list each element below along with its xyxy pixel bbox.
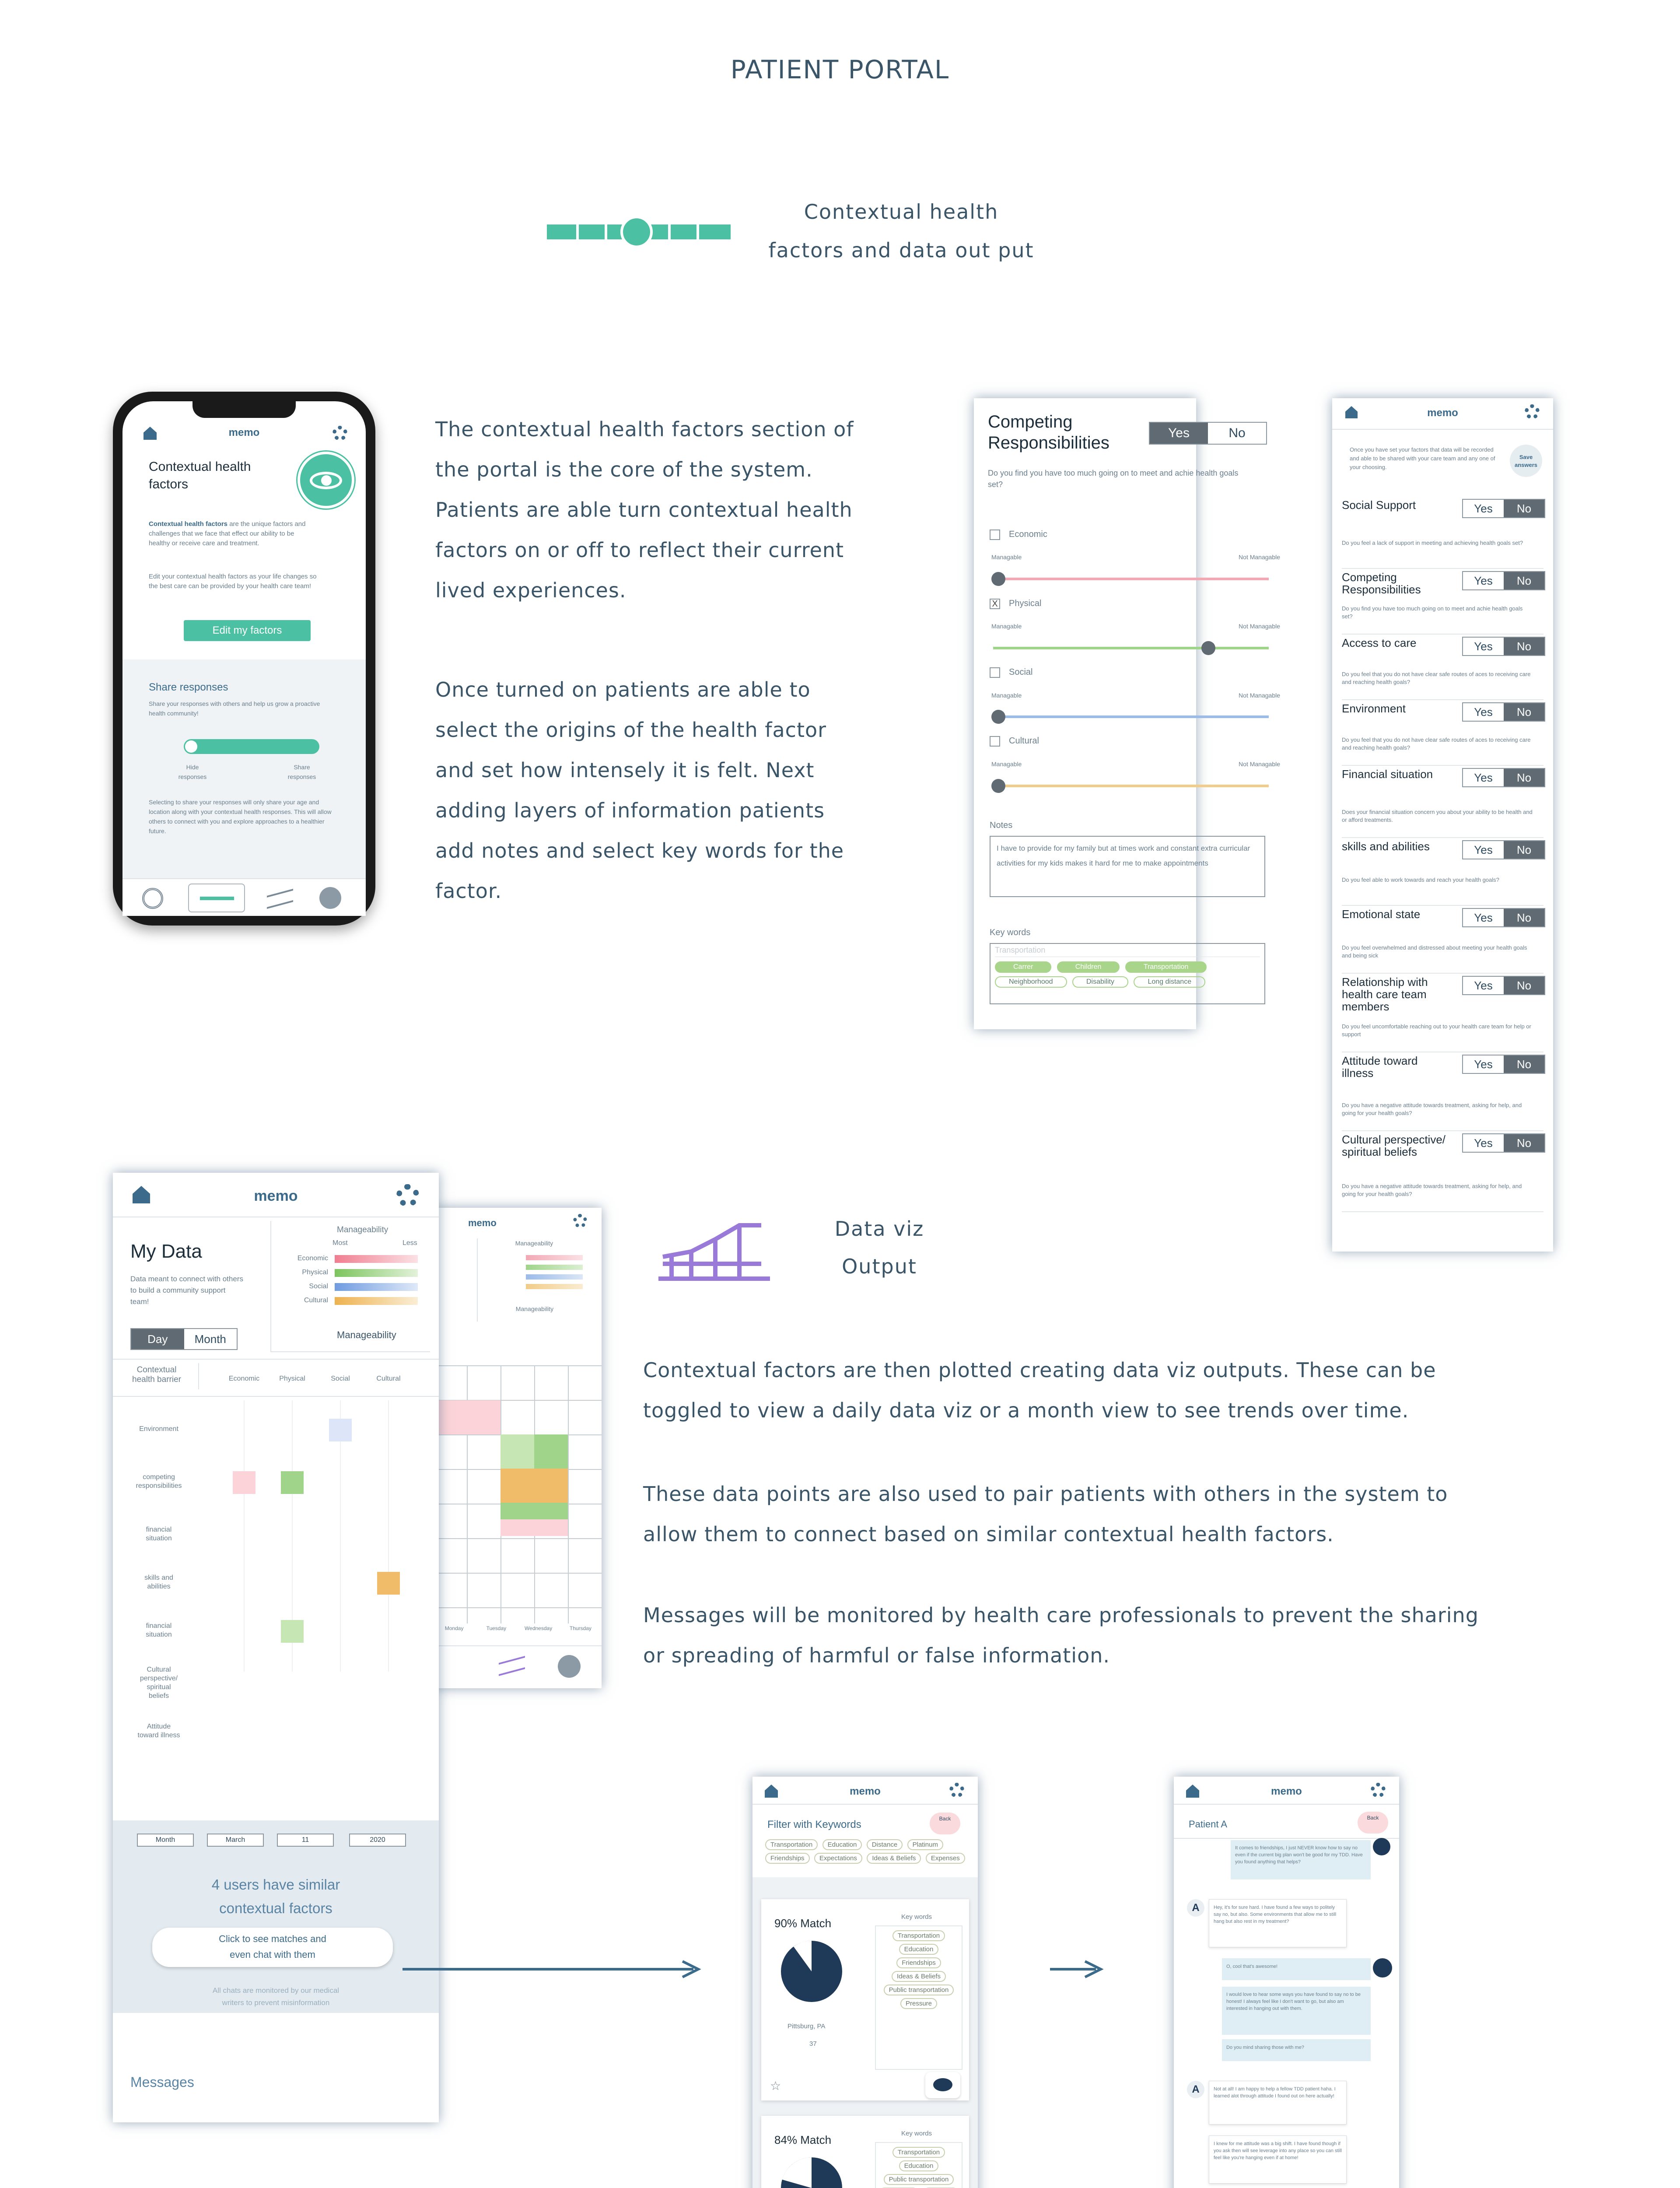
card-keyword: Ideas & Beliefs: [892, 1971, 946, 1982]
gear-icon[interactable]: [949, 1783, 964, 1798]
yes-no-toggle[interactable]: [1462, 768, 1545, 787]
match-location: Pittsburg, PA: [788, 2023, 826, 2030]
similar-line: 4 users have similar: [211, 1876, 340, 1893]
keyword-chip[interactable]: Children: [1057, 961, 1120, 973]
monitor-line: writers to prevent misinformation: [222, 1999, 330, 2007]
keyword-chip[interactable]: Neighborhood: [995, 976, 1067, 988]
caption-contextual: [744, 193, 1059, 270]
no-option[interactable]: No: [1504, 500, 1544, 517]
no-option[interactable]: No: [1228, 426, 1246, 440]
day-label: Thursday: [569, 1625, 592, 1631]
legend-row-label: Cultural: [304, 1297, 328, 1304]
yes-option[interactable]: Yes: [1474, 574, 1493, 587]
calendar-grid: [433, 1365, 602, 1623]
page-title: PATIENT PORTAL: [730, 55, 950, 84]
message-sent: Do you mind sharing those with me?: [1222, 2039, 1371, 2061]
factor-row: [1342, 702, 1544, 766]
app-logo: memo: [850, 1785, 881, 1797]
button-line: Click to see matches and: [219, 1933, 326, 1944]
economic-slider-track[interactable]: [993, 578, 1269, 580]
hide-label: Hide responses: [178, 764, 207, 780]
row-label: financial situation: [146, 1622, 172, 1638]
heatmap-cell: [377, 1572, 400, 1595]
filter-tag[interactable]: Expectations: [814, 1853, 862, 1864]
day-label: Monday: [444, 1625, 464, 1631]
legend-footer: Manageability: [337, 1329, 396, 1340]
yes-option[interactable]: Yes: [1474, 843, 1493, 856]
no-option[interactable]: No: [1504, 977, 1544, 994]
period-select[interactable]: Month: [137, 1834, 194, 1847]
section1-paragraph1: [435, 409, 917, 610]
manageable-label: Managable: [991, 761, 1022, 768]
heatmap-cell: [329, 1419, 352, 1441]
not-manageable-label: Not Managable: [1239, 623, 1280, 630]
mydata-screen: [113, 1173, 439, 2122]
section1-paragraph2: [435, 670, 917, 911]
filter-tag[interactable]: Platinum: [907, 1839, 943, 1850]
caption-dataviz: [788, 1210, 971, 1285]
para-line: select the origins of the health factor: [435, 718, 827, 742]
yes-no-toggle[interactable]: [1462, 499, 1545, 518]
card-keyword: Pressure: [900, 1998, 937, 2009]
factor-row: [1342, 571, 1544, 635]
factor-title: Access to care: [1342, 636, 1417, 649]
yes-no-toggle[interactable]: [1462, 571, 1545, 590]
day-select[interactable]: 11: [277, 1834, 334, 1847]
competing-question: Do you find you have too much going on to meet and achie health goals set?: [988, 469, 1239, 489]
similar-users-text: [113, 1873, 439, 1920]
not-manageable-label: Not Managable: [1239, 554, 1280, 561]
phone-notch: [192, 401, 296, 418]
factor-checkbox[interactable]: [990, 667, 1000, 678]
yes-option[interactable]: Yes: [1474, 640, 1493, 653]
factor-label: Cultural: [1009, 736, 1039, 746]
row-label: competing responsibilities: [136, 1473, 182, 1490]
match-pie-chart: [779, 1939, 844, 2004]
competing-screen: [974, 398, 1280, 1029]
keywords-title: Key words: [901, 2130, 932, 2137]
day-labels: [433, 1623, 602, 1633]
filter-tag[interactable]: Transportation: [765, 1839, 818, 1850]
social-slider-knob[interactable]: [991, 710, 1005, 724]
factor-label: Social: [1009, 667, 1033, 677]
year-select[interactable]: 2020: [349, 1834, 406, 1847]
slider-icon: [547, 217, 735, 247]
keyword-chip[interactable]: Transportation: [1125, 961, 1207, 973]
competing-title-line: Competing: [988, 412, 1073, 431]
match-percent: 90% Match: [774, 1917, 832, 1930]
filter-title: Filter with Keywords: [767, 1819, 861, 1830]
profile-icon[interactable]: [319, 887, 341, 909]
factor-title: Cultural perspective/ spiritual beliefs: [1342, 1133, 1446, 1158]
manageable-label: Managable: [991, 623, 1022, 630]
competing-title-line: Responsibilities: [988, 433, 1110, 452]
match-card[interactable]: [761, 1899, 969, 2100]
chat-patient-name: Patient A: [1189, 1819, 1228, 1830]
chat-bubble-icon[interactable]: [925, 2072, 960, 2098]
messages-link[interactable]: Messages: [130, 2074, 194, 2090]
header-divider: [1332, 429, 1553, 430]
para-line: allow them to connect based on similar contextual health factors.: [643, 1522, 1334, 1546]
filter-tag[interactable]: Expenses: [926, 1853, 965, 1864]
no-option[interactable]: No: [1504, 909, 1544, 926]
notes-field[interactable]: I have to provide for my family but at times work and constant extra curricular activities for my kids makes it hard for me to make appointments: [990, 836, 1265, 897]
message-received: I knew for me attitude was a big shift. I have found though if you ask then will see leverage into any place so you can still feel like you're hanging even if at home!: [1209, 2135, 1347, 2184]
share-title: Share responses: [149, 681, 228, 693]
para-line: adding layers of information patients: [435, 799, 825, 822]
yes-no-toggle[interactable]: [1462, 702, 1545, 722]
section2-paragraph2: [643, 1474, 1649, 1554]
yes-option[interactable]: Yes: [1474, 771, 1493, 784]
own-avatar: [1373, 1838, 1390, 1855]
cultural-slider-knob[interactable]: [991, 779, 1005, 793]
factor-row: [1342, 840, 1544, 906]
legend-most: Most: [332, 1239, 348, 1247]
card-keyword: Public transportation: [884, 1985, 954, 1995]
axis-title: Contextual health barrier: [132, 1365, 181, 1384]
factors-list-screen: [1332, 398, 1553, 1252]
slider-tab-icon[interactable]: [188, 884, 245, 912]
card-keyword: Public transportation: [884, 2174, 954, 2185]
no-option[interactable]: No: [1504, 841, 1544, 859]
share-desc: Share your responses with others and help us grow a proactive health community!: [149, 700, 320, 717]
monitor-note: [113, 1985, 439, 2009]
column-label: Social: [331, 1375, 350, 1382]
message-sent: O, cool that's awesome!: [1222, 1958, 1371, 1980]
social-slider-track[interactable]: [993, 715, 1269, 718]
no-option[interactable]: No: [1504, 1134, 1544, 1152]
phone-title-line: factors: [149, 477, 189, 491]
phone-frame: [113, 392, 375, 926]
row-label: skills and abilities: [144, 1574, 173, 1590]
phone-desc2: Edit your contextual health factors as your life changes so the best care can be provided by your health care team!: [149, 573, 317, 590]
legend-title: Manageability: [337, 1225, 388, 1234]
factor-title: Social Support: [1342, 498, 1416, 512]
yes-no-toggle[interactable]: [1462, 1055, 1545, 1074]
factor-desc: Do you feel uncomfortable reaching out to your health care team for help or support: [1342, 1023, 1531, 1038]
card-keyword: Transportation: [892, 2147, 945, 2158]
para-line: Contextual factors are then plotted creating data viz outputs. These can be: [643, 1358, 1436, 1382]
heatmap-cell: [233, 1471, 256, 1494]
factor-checkbox[interactable]: X: [990, 599, 1000, 609]
factor-row: [1342, 976, 1544, 1052]
phone-title: [149, 458, 251, 493]
share-toggle[interactable]: [184, 739, 319, 754]
yes-option[interactable]: Yes: [1474, 1136, 1493, 1150]
para-line: toggled to view a daily data viz or a month view to see trends over time.: [643, 1399, 1409, 1422]
save-answers-button[interactable]: Save answers: [1510, 445, 1542, 477]
back-button[interactable]: Back: [1358, 1812, 1388, 1834]
para-line: These data points are also used to pair patients with others in the system to: [643, 1482, 1448, 1506]
factor-desc: Do you have a negative attitude towards treatment, asking for help, and going for your health goals?: [1342, 1183, 1522, 1197]
heatmap-cell: [281, 1471, 304, 1494]
column-label: Cultural: [376, 1375, 401, 1382]
dataviz-tab-icon[interactable]: [499, 1656, 525, 1676]
yes-no-toggle[interactable]: [1462, 908, 1545, 927]
date-selector-bar: [113, 1820, 439, 1855]
back-button[interactable]: Back: [930, 1813, 960, 1834]
button-line: even chat with them: [230, 1949, 315, 1960]
phone-footer: Selecting to share your responses will only share your age and location along with your contextual health responses. This will allow others to connect with you and explore approaches to a healthier future.: [149, 799, 332, 835]
no-option[interactable]: No: [1504, 769, 1544, 786]
para-line: the portal is the core of the system.: [435, 458, 813, 481]
para-line: factors on or off to reflect their current: [435, 538, 844, 562]
mydata-title: My Data: [130, 1241, 202, 1262]
legend-row-label: Social: [309, 1283, 328, 1290]
day-option[interactable]: Day: [131, 1329, 184, 1349]
column-label: Physical: [279, 1375, 305, 1382]
manageable-label: Managable: [991, 692, 1022, 699]
chat-header-divider: [1174, 1838, 1399, 1839]
legend-row-label: Economic: [297, 1255, 328, 1262]
app-logo: memo: [228, 427, 260, 438]
legend-footer: Manageability: [515, 1305, 554, 1312]
para-line: or spreading of harmful or false information.: [643, 1644, 1110, 1667]
yes-option[interactable]: Yes: [1150, 423, 1208, 444]
factor-desc: Do you feel that you do not have clear safe routes of aces to receiving care and reaching health goals?: [1342, 736, 1531, 751]
factor-row: [1342, 1055, 1544, 1131]
card-keyword: Transportation: [892, 1930, 945, 1941]
message-received: Not at all! I am happy to help a fellow TDD patient haha. I learned alot through attitude I found out on here actually!: [1209, 2081, 1347, 2125]
factor-desc: Do you have a negative attitude towards treatment, asking for help, and going for your health goals?: [1342, 1102, 1522, 1116]
no-option[interactable]: No: [1504, 1055, 1544, 1073]
month-option[interactable]: Month: [194, 1332, 226, 1346]
contact-avatar: A: [1187, 2081, 1204, 2098]
factor-desc: Do you feel overwhelmed and distressed about meeting your health goals and being sick: [1342, 944, 1527, 959]
para-line: factor.: [435, 879, 502, 903]
row-label: Attitude toward illness: [137, 1723, 180, 1739]
factor-desc: Do you feel a lack of support in meeting and achieving health goals set?: [1342, 540, 1523, 546]
chat-screen: [1174, 1777, 1399, 2188]
edit-factors-button[interactable]: Edit my factors: [184, 620, 311, 641]
day-month-toggle[interactable]: [130, 1328, 238, 1350]
yes-no-toggle[interactable]: [1462, 637, 1545, 656]
keyword-chip[interactable]: Carrer: [995, 961, 1051, 973]
filter-tag[interactable]: Friendships: [765, 1853, 810, 1864]
match-percent: 84% Match: [774, 2133, 832, 2146]
message-received: Hey, it's for sure hard. I have found a few ways to politely say no, but also. Some environments that allow me to still hang but also rest in my treatment?: [1209, 1899, 1347, 1947]
no-option[interactable]: No: [1504, 703, 1544, 721]
arrow-right-icon: [1050, 1960, 1102, 1978]
own-avatar: [1373, 1958, 1392, 1978]
legend-bar-physical: [335, 1269, 418, 1277]
row-label: financial situation: [146, 1526, 172, 1542]
factor-row: [1342, 768, 1544, 838]
star-icon[interactable]: ☆: [770, 2079, 781, 2093]
keywords-title: Key words: [901, 1913, 932, 1921]
keyword-chip[interactable]: Disability: [1072, 976, 1128, 988]
legend-bar-cultural: [335, 1297, 418, 1305]
legend-box: [477, 1238, 591, 1322]
match-pie-chart: [779, 2155, 844, 2188]
see-matches-button[interactable]: [152, 1928, 393, 1967]
header-divider: [1174, 1804, 1399, 1805]
factor-desc: Do you find you have too much going on to meet and achie health goals set?: [1342, 605, 1523, 620]
contact-avatar: A: [1187, 1899, 1204, 1917]
gear-icon[interactable]: [396, 1184, 419, 1207]
caption-line: factors and data out put: [768, 238, 1034, 262]
section2-paragraph3: [643, 1595, 1649, 1676]
keyword-chip[interactable]: Long distance: [1134, 976, 1205, 988]
monitor-line: All chats are monitored by our medical: [212, 1986, 340, 1995]
manageable-label: Managable: [991, 554, 1022, 561]
factor-title: Relationship with health care team members: [1342, 975, 1428, 1013]
mydata-desc: Data meant to connect with others to build a community support team!: [130, 1275, 243, 1306]
filter-tag[interactable]: Ideas & Beliefs: [867, 1853, 921, 1864]
factor-checkbox[interactable]: [990, 529, 1000, 540]
phone-desc-text: are the unique factors and challenges that we face that effect our ability to be healthy or receive care and treatment.: [149, 520, 306, 547]
heatmap-chart: [113, 1365, 439, 1739]
yes-no-toggle[interactable]: [1462, 1133, 1545, 1153]
not-manageable-label: Not Managable: [1239, 692, 1280, 699]
factor-title: Competing Responsibilities: [1342, 571, 1421, 596]
card-keyword: Friendships: [896, 1957, 941, 1968]
physical-slider-knob[interactable]: [1201, 641, 1215, 655]
day-label: Tuesday: [486, 1625, 507, 1631]
yes-option[interactable]: Yes: [1474, 979, 1493, 992]
yes-option[interactable]: Yes: [1474, 502, 1493, 515]
dataviz-tab-icon[interactable]: [267, 889, 293, 909]
phone-title-line: Contextual health: [149, 459, 251, 474]
legend-row-label: Physical: [302, 1269, 328, 1276]
caption-line: Contextual health: [804, 200, 999, 224]
factor-label: Physical: [1009, 599, 1042, 608]
app-logo: memo: [1271, 1785, 1302, 1797]
row-label: Environment: [139, 1425, 178, 1433]
notes-label: Notes: [990, 820, 1013, 830]
yes-option[interactable]: Yes: [1474, 911, 1493, 924]
factor-row: [1342, 1133, 1544, 1212]
factor-row: [1342, 637, 1544, 700]
similar-line: contextual factors: [219, 1900, 332, 1916]
factors-intro: Once you have set your factors that data will be recorded and able to be shared with your care team and any one of your choosing.: [1350, 446, 1495, 470]
manageability-legend: [270, 1221, 430, 1352]
cultural-slider-track[interactable]: [993, 785, 1269, 787]
factor-desc: Does your financial situation concern you about your ability to be health and or afford treatments.: [1342, 809, 1533, 823]
arrow-right-icon: [402, 1960, 700, 1978]
para-line: Messages will be monitored by health care professionals to prevent the sharing: [643, 1603, 1479, 1627]
no-option[interactable]: No: [1504, 638, 1544, 655]
match-card[interactable]: [761, 2116, 969, 2188]
month-view-screen: [433, 1208, 602, 1688]
tag-list: [764, 1838, 970, 1865]
share-label: Share responses: [287, 764, 316, 780]
no-option[interactable]: No: [1504, 572, 1544, 589]
caption-line: Data viz: [834, 1217, 924, 1241]
month-tabbar: [433, 1645, 602, 1688]
legend-less: Less: [402, 1239, 417, 1247]
factor-title: Environment: [1342, 702, 1406, 715]
keyword-input[interactable]: Transportation: [995, 946, 1260, 957]
para-line: Once turned on patients are able to: [435, 678, 811, 701]
gear-icon[interactable]: [1371, 1783, 1386, 1798]
para-line: add notes and select key words for the: [435, 839, 844, 863]
dataviz-icon: [658, 1221, 772, 1282]
filter-tag[interactable]: Distance: [867, 1839, 903, 1850]
yes-option[interactable]: Yes: [1474, 705, 1493, 719]
factor-title: Attitude toward illness: [1342, 1054, 1418, 1080]
gear-icon[interactable]: [332, 426, 347, 441]
keyword-list: [875, 2142, 962, 2188]
yes-option[interactable]: Yes: [1474, 1058, 1493, 1071]
phone-tabbar: [122, 878, 366, 916]
para-line: and set how intensely it is felt. Next: [435, 758, 815, 782]
factor-title: Emotional state: [1342, 908, 1421, 921]
message-sent: It comes to friendships, I just NEVER know how to say no even if the current big plan won't be good for my TDD. Have you found anything that helps?: [1231, 1840, 1371, 1879]
para-line: lived experiences.: [435, 579, 626, 602]
month-select[interactable]: March: [207, 1834, 264, 1847]
caption-line: Output: [842, 1255, 917, 1278]
factor-row: [1342, 908, 1544, 974]
profile-icon[interactable]: [558, 1655, 581, 1678]
factor-row: [1342, 499, 1544, 569]
yes-no-toggle[interactable]: [1462, 840, 1545, 859]
target-icon[interactable]: [142, 888, 163, 909]
not-manageable-label: Not Managable: [1239, 761, 1280, 768]
competing-title: [988, 411, 1110, 453]
yes-no-toggle[interactable]: [1149, 422, 1267, 445]
yes-no-toggle[interactable]: [1462, 976, 1545, 995]
factor-desc: Do you feel that you do not have clear safe routes of aces to receiving care and reaching health goals?: [1342, 671, 1531, 685]
column-label: Economic: [228, 1375, 260, 1382]
section2-paragraph1: [643, 1350, 1649, 1431]
factor-desc: Do you feel able to work towards and reach your health goals?: [1342, 877, 1499, 883]
legend-bar-social: [335, 1283, 418, 1291]
legend-title: Manageability: [515, 1240, 553, 1247]
gear-icon[interactable]: [1525, 404, 1540, 419]
physical-slider-track[interactable]: [993, 647, 1269, 649]
factor-checkbox[interactable]: [990, 736, 1000, 747]
header-divider: [752, 1804, 978, 1805]
row-label: Cultural perspective/ spiritual beliefs: [140, 1666, 178, 1700]
chart-header-divider: [113, 1359, 439, 1360]
filter-tag[interactable]: Education: [822, 1839, 862, 1850]
keywords-box: [990, 943, 1265, 1004]
app-logo: memo: [468, 1217, 497, 1228]
app-logo: memo: [254, 1188, 298, 1204]
phone-desc-bold: Contextual health factors: [149, 520, 228, 528]
heatmap-cell: [281, 1620, 304, 1643]
eye-icon: [298, 452, 354, 508]
factor-title: skills and abilities: [1342, 840, 1430, 853]
phone-screen: [122, 401, 366, 916]
keyword-list: [875, 1925, 962, 2070]
day-label: Wednesday: [525, 1625, 553, 1631]
economic-slider-knob[interactable]: [991, 572, 1005, 586]
factor-label: Economic: [1009, 529, 1047, 539]
phone-desc: [149, 519, 315, 548]
match-age: 37: [809, 2040, 817, 2048]
keywords-label: Key words: [990, 928, 1031, 937]
card-keyword: Education: [899, 1944, 939, 1955]
para-line: Patients are able turn contextual health: [435, 498, 853, 522]
message-sent: I would love to hear some ways you have found to say no to be honest! I always feel like I don't want to go, but also am interested in hanging out with them.: [1222, 1987, 1371, 2035]
card-keyword: Education: [899, 2160, 939, 2171]
app-logo: memo: [1427, 407, 1458, 419]
legend-bar-economic: [335, 1255, 418, 1263]
para-line: The contextual health factors section of: [435, 417, 854, 441]
gear-icon[interactable]: [573, 1214, 587, 1228]
factor-title: Financial situation: [1342, 768, 1433, 781]
filter-screen: [752, 1777, 978, 2188]
